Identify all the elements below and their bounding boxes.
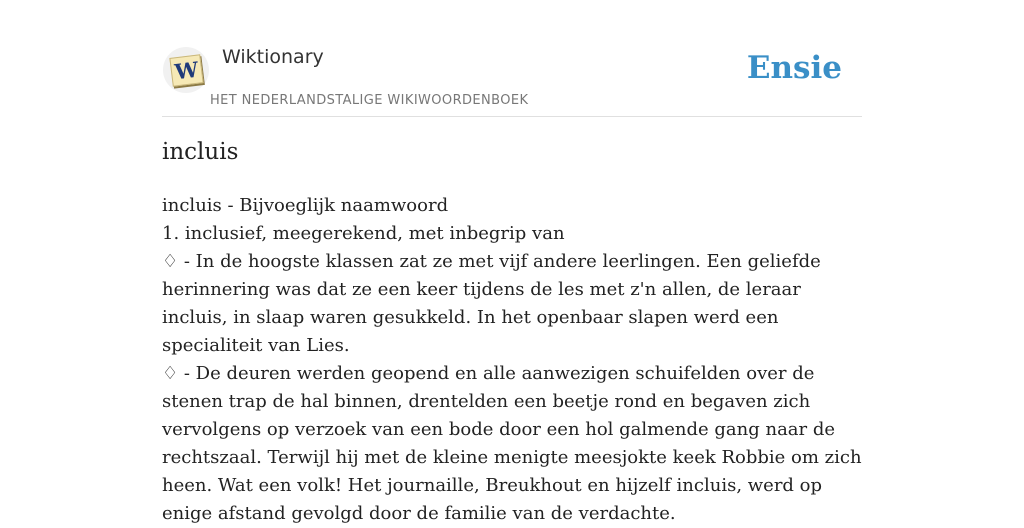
example-text: - De deuren werden geopend en alle aanwezigen schuifelden over de stenen trap de hal binnen, drentelden een beetje rond en begaven zich vervolgens op verzoek van een bode door een hol galmende gang naar de rechtszaal. Terwijl hij met de kleine menigte meesjokte keek Robbie om zich heen. Wat een volk! Het journaille, Breukhout en hijzelf incluis, werd op enige afstand gevolgd door de familie van de verdachte. bbox=[162, 363, 862, 524]
diamond-icon: ♢ bbox=[162, 363, 179, 384]
site-name[interactable]: Wiktionary bbox=[222, 46, 324, 68]
example-text: - In de hoogste klassen zat ze met vijf andere leerlingen. Een geliefde herinnering was dat ze een keer tijdens de les met z'n allen, de leraar incluis, in slaap waren gesukkeld. In het openbaar slapen werd een specialiteit van Lies. bbox=[162, 251, 821, 356]
page bbox=[162, 0, 862, 524]
example-sentence bbox=[162, 360, 862, 528]
wiktionary-logo[interactable] bbox=[163, 47, 209, 93]
example-sentence bbox=[162, 248, 862, 360]
entry-title: incluis bbox=[162, 139, 239, 165]
entry-definition bbox=[162, 192, 862, 528]
site-header bbox=[162, 0, 862, 117]
part-of-speech-line: incluis - Bijvoeglijk naamwoord bbox=[162, 195, 449, 216]
site-tagline: HET NEDERLANDSTALIGE WIKIWOORDENBOEK bbox=[210, 93, 529, 108]
logo-tile-icon: W bbox=[169, 54, 203, 87]
sense-line: 1. inclusief, meegerekend, met inbegrip van bbox=[162, 223, 565, 244]
diamond-icon: ♢ bbox=[162, 251, 179, 272]
ensie-brand-logo[interactable]: Ensie bbox=[746, 50, 842, 86]
